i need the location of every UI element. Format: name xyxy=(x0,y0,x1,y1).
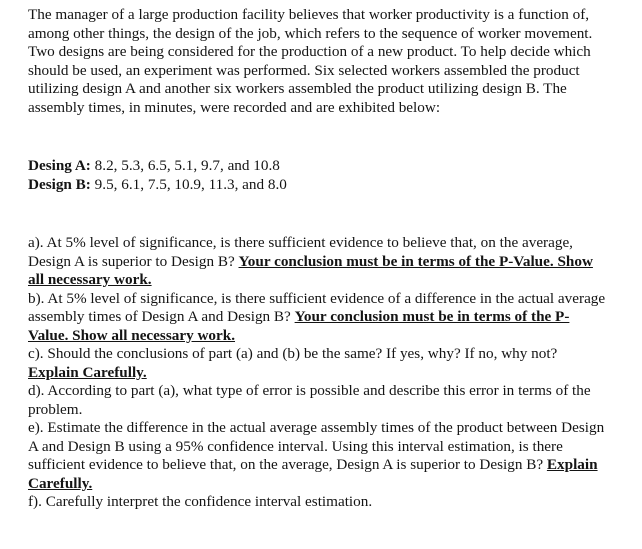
design-a-label: Desing A: xyxy=(28,157,91,174)
question-list xyxy=(28,234,608,512)
question-f-text: f). Carefully interpret the confidence interval estimation. xyxy=(28,493,373,510)
design-b-label: Design B: xyxy=(28,175,91,193)
question-b-text: b). At 5% level of significance, is there sufficient evidence of a difference in the actual average assembly times of Design A and Design B? xyxy=(28,289,606,325)
design-a-values: 8.2, 5.3, 6.5, 5.1, 9.7, and 10.8 xyxy=(94,157,280,174)
question-c-text: c). Should the conclusions of part (a) and (b) be the same? If yes, why? If no, why not? xyxy=(28,345,558,362)
question-e-emphasis: Explain Carefully. xyxy=(28,456,598,492)
question-a-emphasis: Your conclusion must be in terms of the P-Value. Show all necessary work. xyxy=(28,252,593,288)
question-b-emphasis: Your conclusion must be in terms of the P-Value. Show all necessary work. xyxy=(28,308,570,344)
design-data xyxy=(28,157,608,194)
question-e xyxy=(28,419,608,493)
design-b-values: 9.5, 6.1, 7.5, 10.9, 11.3, and 8.0 xyxy=(94,175,287,193)
design-a-row xyxy=(28,157,608,176)
question-a xyxy=(28,234,608,290)
intro-paragraph: The manager of a large production facility believes that worker productivity is a function of, among other things, the design of the job, which refers to the sequence of worker movement. Two designs are being considered for the production of a new product. To help decide which should be used, an experiment was performed. Six selected workers assembled the product utilizing design A and another six workers assembled the product utilizing design B. The assembly times, in minutes, were recorded and are exhibited below: xyxy=(28,6,593,116)
question-c xyxy=(28,345,608,382)
design-b-row xyxy=(28,176,608,195)
question-a-text: a). At 5% level of significance, is there sufficient evidence to believe that, on the average, Design A is superior to Design B? xyxy=(28,234,573,270)
question-d-text: d). According to part (a), what type of error is possible and describe this error in terms of the problem. xyxy=(28,382,591,418)
problem-document xyxy=(28,6,608,512)
question-e-text: e). Estimate the difference in the actual average assembly times of the product between Design A and Design B using a 95% confidence interval. Using this interval estimation, is there sufficient evidence to believe that, on the average, Design A is superior to Design B? xyxy=(28,419,605,473)
question-d xyxy=(28,382,608,419)
question-b xyxy=(28,290,608,346)
question-f xyxy=(28,493,608,512)
question-c-emphasis: Explain Carefully. xyxy=(28,363,147,381)
